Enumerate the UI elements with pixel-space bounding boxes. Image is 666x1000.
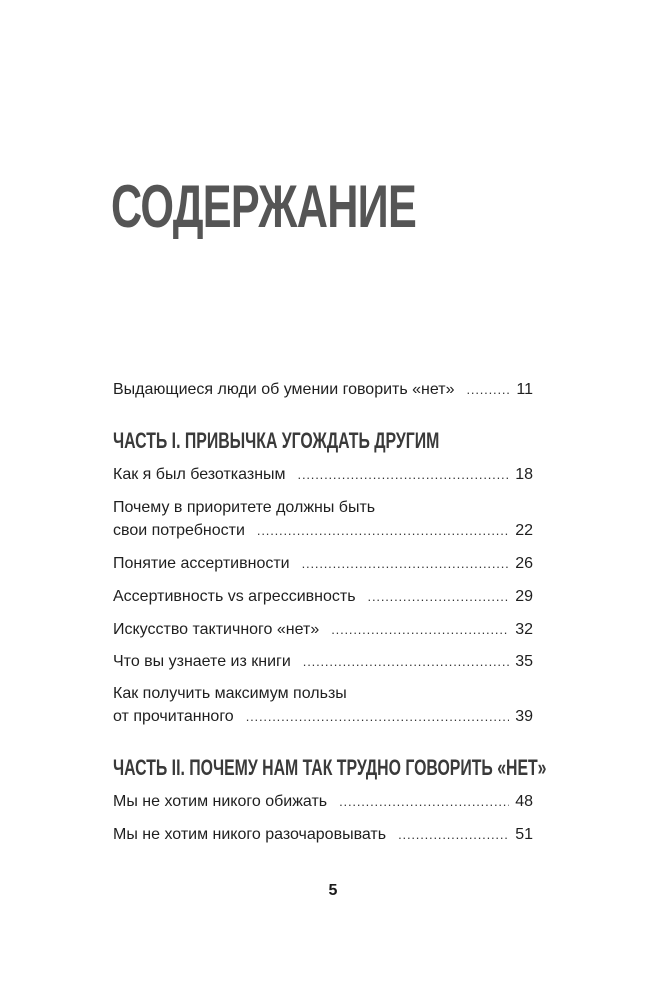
toc-entry-text: Что вы узнаете из книги	[113, 653, 291, 670]
page-number: 5	[328, 882, 338, 899]
toc-entry-page: 29	[515, 588, 533, 605]
dot-leader	[398, 825, 509, 845]
part-2-heading[interactable]: ЧАСТЬ II. ПОЧЕМУ НАМ ТАК ТРУДНО ГОВОРИТЬ «НЕТ»	[113, 755, 547, 780]
toc-entry-text: Ассертивность vs агрессивность	[113, 588, 356, 605]
toc-entry-page: 22	[515, 522, 533, 539]
dot-leader	[303, 652, 509, 672]
toc-entry[interactable]	[113, 792, 533, 812]
toc-entry-page: 18	[515, 466, 533, 483]
page-title: СОДЕРЖАНИЕ	[111, 173, 417, 240]
toc-entry-text: Мы не хотим никого обижать	[113, 793, 328, 810]
toc-entry-text: свои потребности	[113, 522, 245, 539]
dot-leader	[298, 465, 509, 485]
toc-entry-page: 32	[515, 621, 533, 638]
dot-leader	[339, 792, 509, 812]
toc-entry-intro[interactable]	[113, 380, 533, 400]
toc-entry-text: Выдающиеся люди об умении говорить «нет»	[113, 381, 455, 398]
toc-entry[interactable]	[113, 554, 533, 574]
toc-entry[interactable]	[113, 825, 533, 845]
toc-entry[interactable]	[113, 652, 533, 672]
toc-entry-page: 48	[515, 793, 533, 810]
toc-entry[interactable]	[113, 465, 533, 485]
toc-entry-page: 35	[515, 653, 533, 670]
dot-leader	[368, 587, 509, 607]
part-1-heading[interactable]: ЧАСТЬ I. ПРИВЫЧКА УГОЖДАТЬ ДРУГИМ	[113, 428, 440, 453]
toc-entry[interactable]	[113, 620, 533, 640]
dot-leader	[246, 707, 509, 727]
toc-entry[interactable]	[113, 498, 533, 541]
toc-entry-text: от прочитанного	[113, 708, 234, 725]
toc-entry[interactable]	[113, 587, 533, 607]
toc-entry-text: Мы не хотим никого разочаровывать	[113, 826, 387, 843]
toc-entry-text: Искусство тактичного «нет»	[113, 621, 320, 638]
dot-leader	[331, 620, 509, 640]
toc-entry-page: 51	[515, 826, 533, 843]
toc-entry-page: 11	[516, 381, 533, 398]
toc-entry-text: Как я был безотказным	[113, 466, 286, 483]
dot-leader	[257, 521, 509, 541]
toc-entry[interactable]	[113, 684, 533, 727]
toc-entry-text-line1: Почему в приоритете должны быть	[113, 499, 376, 516]
dot-leader	[302, 554, 509, 574]
toc-entry-text-line1: Как получить максимум пользы	[113, 685, 347, 702]
toc-entry-page: 26	[515, 555, 533, 572]
dot-leader	[466, 380, 509, 400]
toc-entry-text: Понятие ассертивности	[113, 555, 290, 572]
toc-entry-page: 39	[515, 708, 533, 725]
